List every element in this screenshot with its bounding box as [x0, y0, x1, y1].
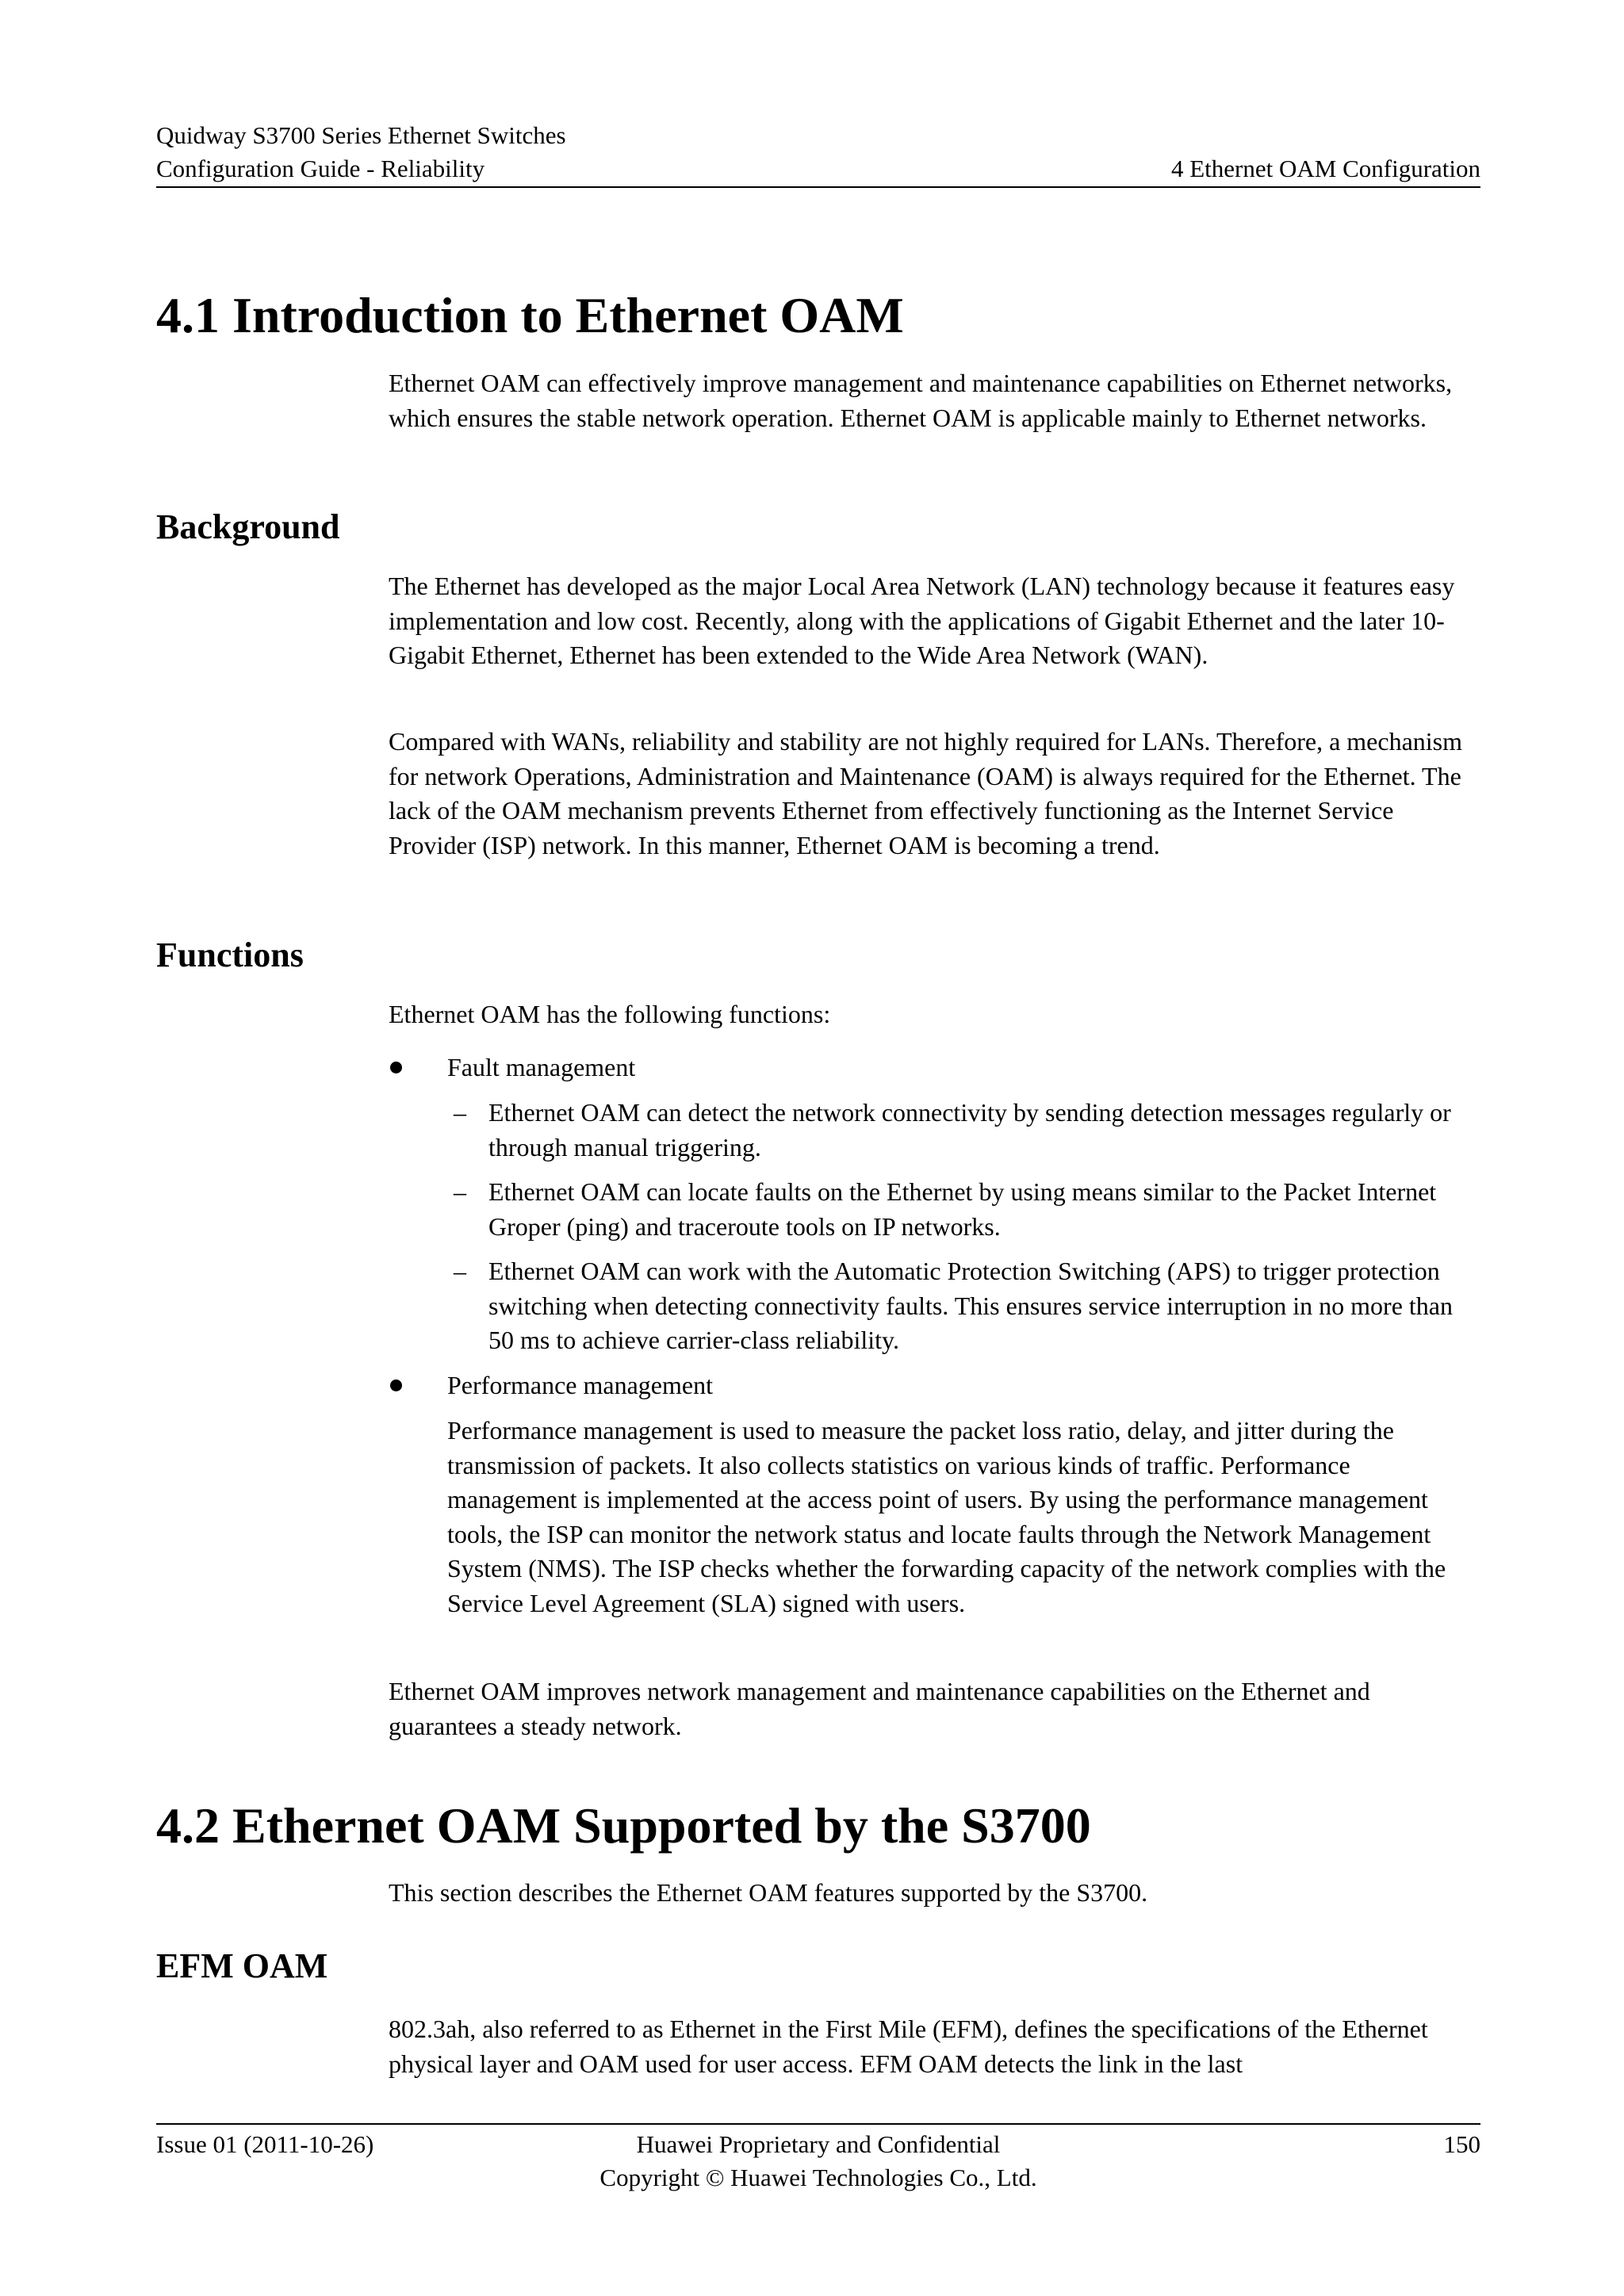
- bullet-dot: [390, 1380, 402, 1391]
- footer-confidential: Huawei Proprietary and Confidential: [636, 2130, 1001, 2158]
- section-4-1-intro: Ethernet OAM can effectively improve management and maintenance capabilities on Ethernet networks, which ensures the stable network operation. Ethernet OAM is applicable mainly to Ethernet networks.: [389, 369, 1453, 432]
- page-header: [156, 119, 1480, 188]
- section-4-2-intro: This section describes the Ethernet OAM features supported by the S3700.: [389, 1878, 1148, 1907]
- section-4-1-title: 4.1 Introduction to Ethernet OAM: [156, 287, 904, 343]
- header-chapter: 4 Ethernet OAM Configuration: [1170, 155, 1480, 182]
- efm-oam-paragraph: 802.3ah, also referred to as Ethernet in the First Mile (EFM), defines the specifications of the Ethernet physical layer and OAM used for user access. EFM OAM detects the link in the last: [389, 2015, 1428, 2078]
- functions-closing: Ethernet OAM improves network management and maintenance capabilities on the Ethernet and guarantees a steady network.: [389, 1677, 1370, 1740]
- functions-lead: Ethernet OAM has the following functions:: [389, 1000, 831, 1028]
- background-heading: Background: [156, 507, 340, 546]
- functions-heading: Functions: [156, 936, 304, 974]
- background-paragraph-2: Compared with WANs, reliability and stability are not highly required for LANs. Therefore, a mechanism for network Operations, Administration and Maintenance (OAM) is always required for the Ethernet. The lack of the OAM mechanism prevents Ethernet from effectively functioning as the Internet Service Provider (ISP) network. In this manner, Ethernet OAM is becoming a trend.: [389, 727, 1463, 859]
- bullet-dot: [390, 1062, 402, 1073]
- page-footer: [156, 2123, 1480, 2191]
- background-paragraph-1: The Ethernet has developed as the major Local Area Network (LAN) technology because it features easy implementation and low cost. Recently, along with the applications of Gigabit Ethernet and the later 10-Gigabit Ethernet, Ethernet has been extended to the Wide Area Network (WAN).: [389, 572, 1455, 669]
- performance-paragraph: Performance management is used to measure the packet loss ratio, delay, and jitter during the transmission of packets. It also collects statistics on various kinds of traffic. Performance management is implemented at the access point of users. By using the performance management tools, the ISP can monitor the network status and locate faults through the Network Management System (NMS). The ISP checks whether the forwarding capacity of the network complies with the Service Level Agreement (SLA) signed with users.: [447, 1416, 1446, 1617]
- header-guide: Configuration Guide - Reliability: [156, 155, 485, 182]
- efm-oam-heading: EFM OAM: [156, 1946, 328, 1985]
- header-product: Quidway S3700 Series Ethernet Switches: [156, 121, 566, 149]
- section-4-2-title: 4.2 Ethernet OAM Supported by the S3700: [156, 1797, 1091, 1854]
- footer-copyright: Copyright © Huawei Technologies Co., Ltd.: [599, 2164, 1037, 2191]
- page-number: 150: [1443, 2130, 1480, 2158]
- document-page: Quidway S3700 Series Ethernet Switches Configuration Guide - Reliability 4 Ethernet OAM Configuration 4.1 Introduction to Ethernet OAM Ethernet OAM can effectively improve management and maintenance capabilities on Ethernet networks, which ensures the stable network operation. Ethernet OAM is applicable mainly to Ethernet networks. Background The Ethernet has developed as the major Local Area Network (LAN) technology because it features easy implementation and low cost. Recently, along with the applications of Gigabit Ethernet and the later 10-Gigabit Ethernet, Ethernet has been extended to the Wide Area Network (WAN). Compared with WANs, reliability and stability are not highly required for LANs. Therefore, a mechanism for network Operations, Administration and Maintenance (OAM) is always required for the Ethernet. The lack of the OAM mechanism prevents Ethernet from effectively functioning as the Internet Service Provider (ISP) network. In this manner, Ethernet OAM is becoming a trend. Functions Ethernet OAM has the following functions: Fault management – Ethernet OAM can detect the network connectivity by sending detection messages regularly or through manual triggering. – Ethernet OAM can locate faults on the Ethernet by using means similar to the Packet Internet Groper (ping) and traceroute tools on IP networks. – Ethernet OAM can work with the Automatic Protection Switching (APS) to trigger protection switching when detecting connectivity faults. This ensures service interruption in no more than 50 ms to achieve carrier-class reliability. Performance management Performance management is used to measure the packet loss ratio, delay, and jitter during the transmission of packets. It also collects statistics on various kinds of traffic. Performance management is implemented at the access point of users. By using the performance management tools, the ISP can monitor the network status and locate faults through the Network Management System (NMS). The ISP checks whether the forwarding capacity of the network complies with the Service Level Agreement (SLA) signed with users. Ethernet OAM improves network management and maintenance capabilities on the Ethernet and guarantees a steady network. 4.2 Ethernet OAM Supported by the S3700 This section describes the Ethernet OAM features supported by the S3700. EFM OAM 802.3ah, also referred to as Ethernet in the First Mile (EFM), defines the specifications of the Ethernet physical layer and OAM used for user access. EFM OAM detects the link in the last Issue 01 (2011-10-26) Huawei Proprietary and Confidential Copyright © Huawei Technologies Co., Ltd. 150: [0, 0, 1624, 2296]
- footer-issue: Issue 01 (2011-10-26): [156, 2130, 374, 2158]
